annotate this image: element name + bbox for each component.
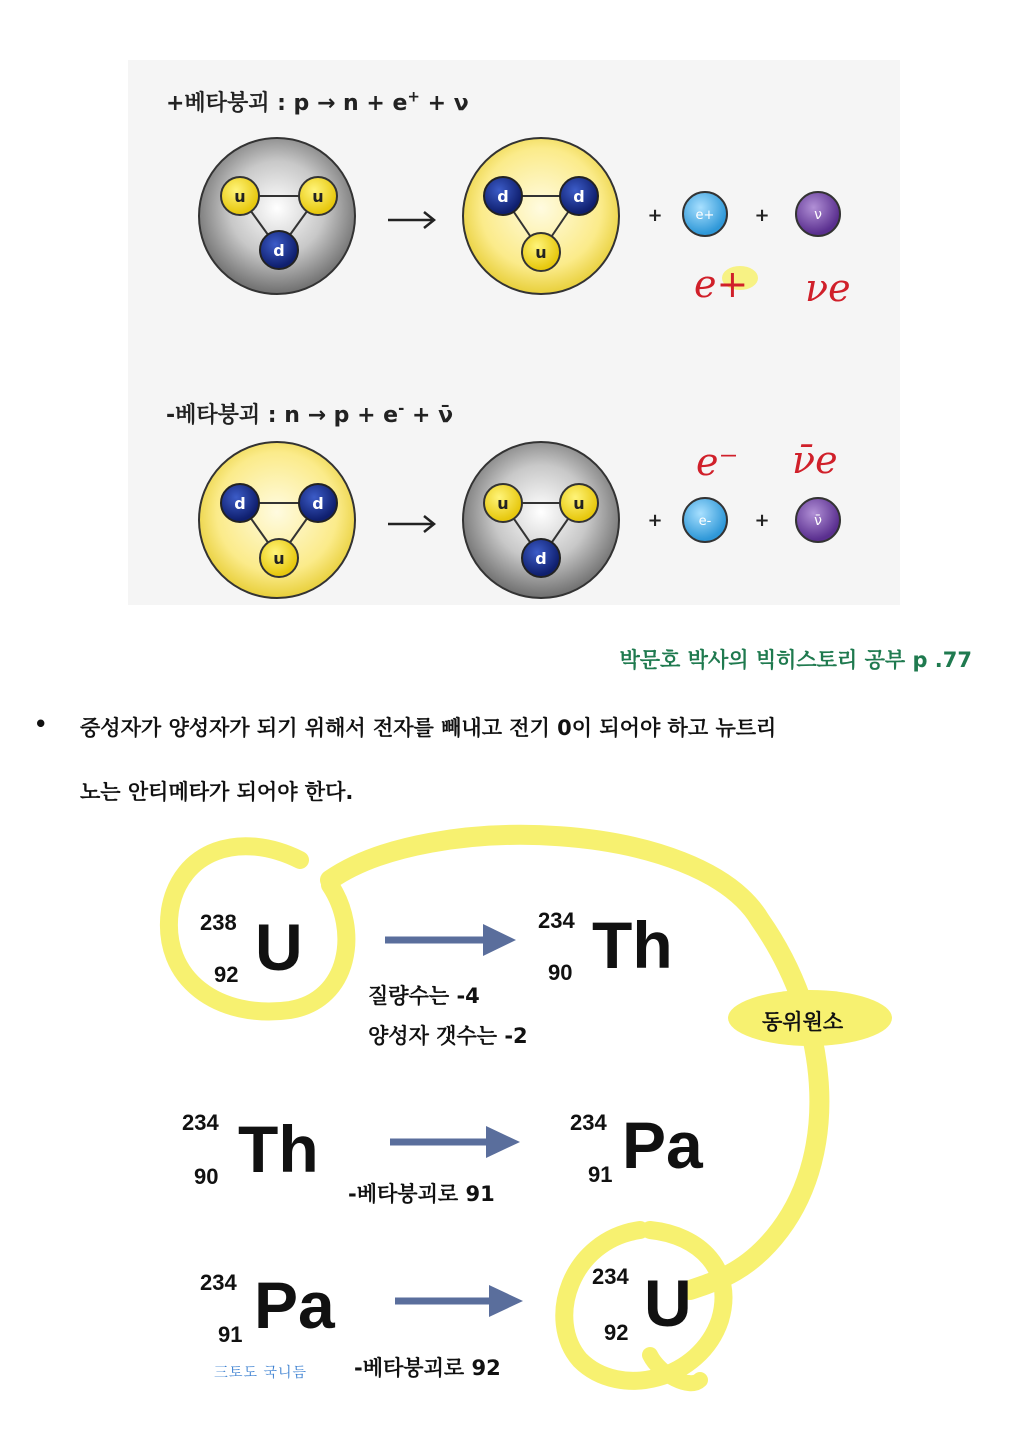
decay-arrow-icon (385, 924, 516, 956)
reaction-arrow-icon (388, 516, 434, 532)
neutron-yellow (463, 138, 619, 294)
element-symbol: Th (238, 1112, 319, 1186)
bullet-line-2: 노는 안티메타가 되어야 한다. (80, 780, 354, 804)
decay-chain-diagram (0, 820, 1018, 1420)
handwritten-electron: e⁻ (696, 440, 739, 484)
mass-number: 234 (592, 1264, 629, 1289)
down-quark-label: d (312, 494, 324, 513)
mass-number: 234 (538, 908, 575, 933)
plus-sign: + (647, 510, 663, 531)
bullet-line-1: 중성자가 양성자가 되기 위해서 전자를 빼내고 전기 0이 되어야 하고 뉴트리 (80, 716, 777, 740)
decay-arrow-icon (390, 1126, 520, 1158)
mass-number: 234 (182, 1110, 219, 1135)
element-symbol: U (255, 910, 303, 984)
electron-label: e- (698, 514, 712, 529)
antineutrino-label: ν̄ (814, 513, 822, 529)
proton-gray (199, 138, 355, 294)
plus-sign: + (754, 205, 770, 226)
decay-note: 질량수는 -4 (368, 984, 480, 1008)
plus-beta-equation: +베타붕괴 : p → n + e+ + ν (166, 87, 469, 116)
positron-label: e+ (695, 208, 715, 223)
decay-arrow-icon (395, 1285, 523, 1317)
element-symbol: Th (592, 908, 673, 982)
atomic-number: 92 (604, 1320, 629, 1345)
atomic-number: 92 (214, 962, 239, 987)
isotope-link-stroke (330, 835, 819, 1290)
element-symbol: U (644, 1266, 692, 1340)
up-quark-label: u (234, 187, 246, 206)
down-quark-label: d (234, 494, 246, 513)
atomic-number: 90 (548, 960, 573, 985)
bullet-icon: • (34, 712, 48, 736)
up-quark-label: u (273, 549, 285, 568)
up-quark-label: u (573, 494, 585, 513)
neutrino-label: ν (814, 207, 822, 223)
decay-note: 양성자 갯수는 -2 (368, 1024, 528, 1048)
beta-decay-diagram (0, 0, 1018, 620)
plus-sign: + (647, 205, 663, 226)
element-symbol: Pa (622, 1108, 703, 1182)
up-quark-label: u (497, 494, 509, 513)
handwritten-antineutrino: ν̄e (792, 438, 838, 482)
neutron-yellow (199, 442, 355, 598)
handwritten-neutrino: νe (805, 266, 851, 310)
down-quark-label: d (273, 241, 285, 260)
element-symbol: Pa (254, 1268, 335, 1342)
plus-sign: + (754, 510, 770, 531)
up-quark-label: u (535, 243, 547, 262)
minus-beta-equation: -베타붕괴 : n → p + e- + ν̄ (166, 399, 454, 428)
reaction-arrow-icon (388, 212, 434, 228)
source-caption: 박문호 박사의 빅히스토리 공부 p .77 (619, 648, 972, 672)
decay-note: -베타붕괴로 91 (348, 1182, 495, 1206)
decay-note: -베타붕괴로 92 (354, 1356, 501, 1380)
mass-number: 234 (570, 1110, 607, 1135)
atomic-number: 91 (588, 1162, 613, 1187)
atomic-number: 90 (194, 1164, 219, 1189)
atomic-number: 91 (218, 1322, 243, 1347)
mass-number: 238 (200, 910, 237, 935)
mass-number: 234 (200, 1270, 237, 1295)
proton-gray (463, 442, 619, 598)
handwritten-positron: e+ (694, 262, 749, 306)
down-quark-label: d (573, 187, 585, 206)
isotope-label: 동위원소 (762, 1010, 844, 1034)
down-quark-label: d (535, 549, 547, 568)
up-quark-label: u (312, 187, 324, 206)
down-quark-label: d (497, 187, 509, 206)
blurred-label: 三토도 국니듬 (214, 1365, 308, 1381)
